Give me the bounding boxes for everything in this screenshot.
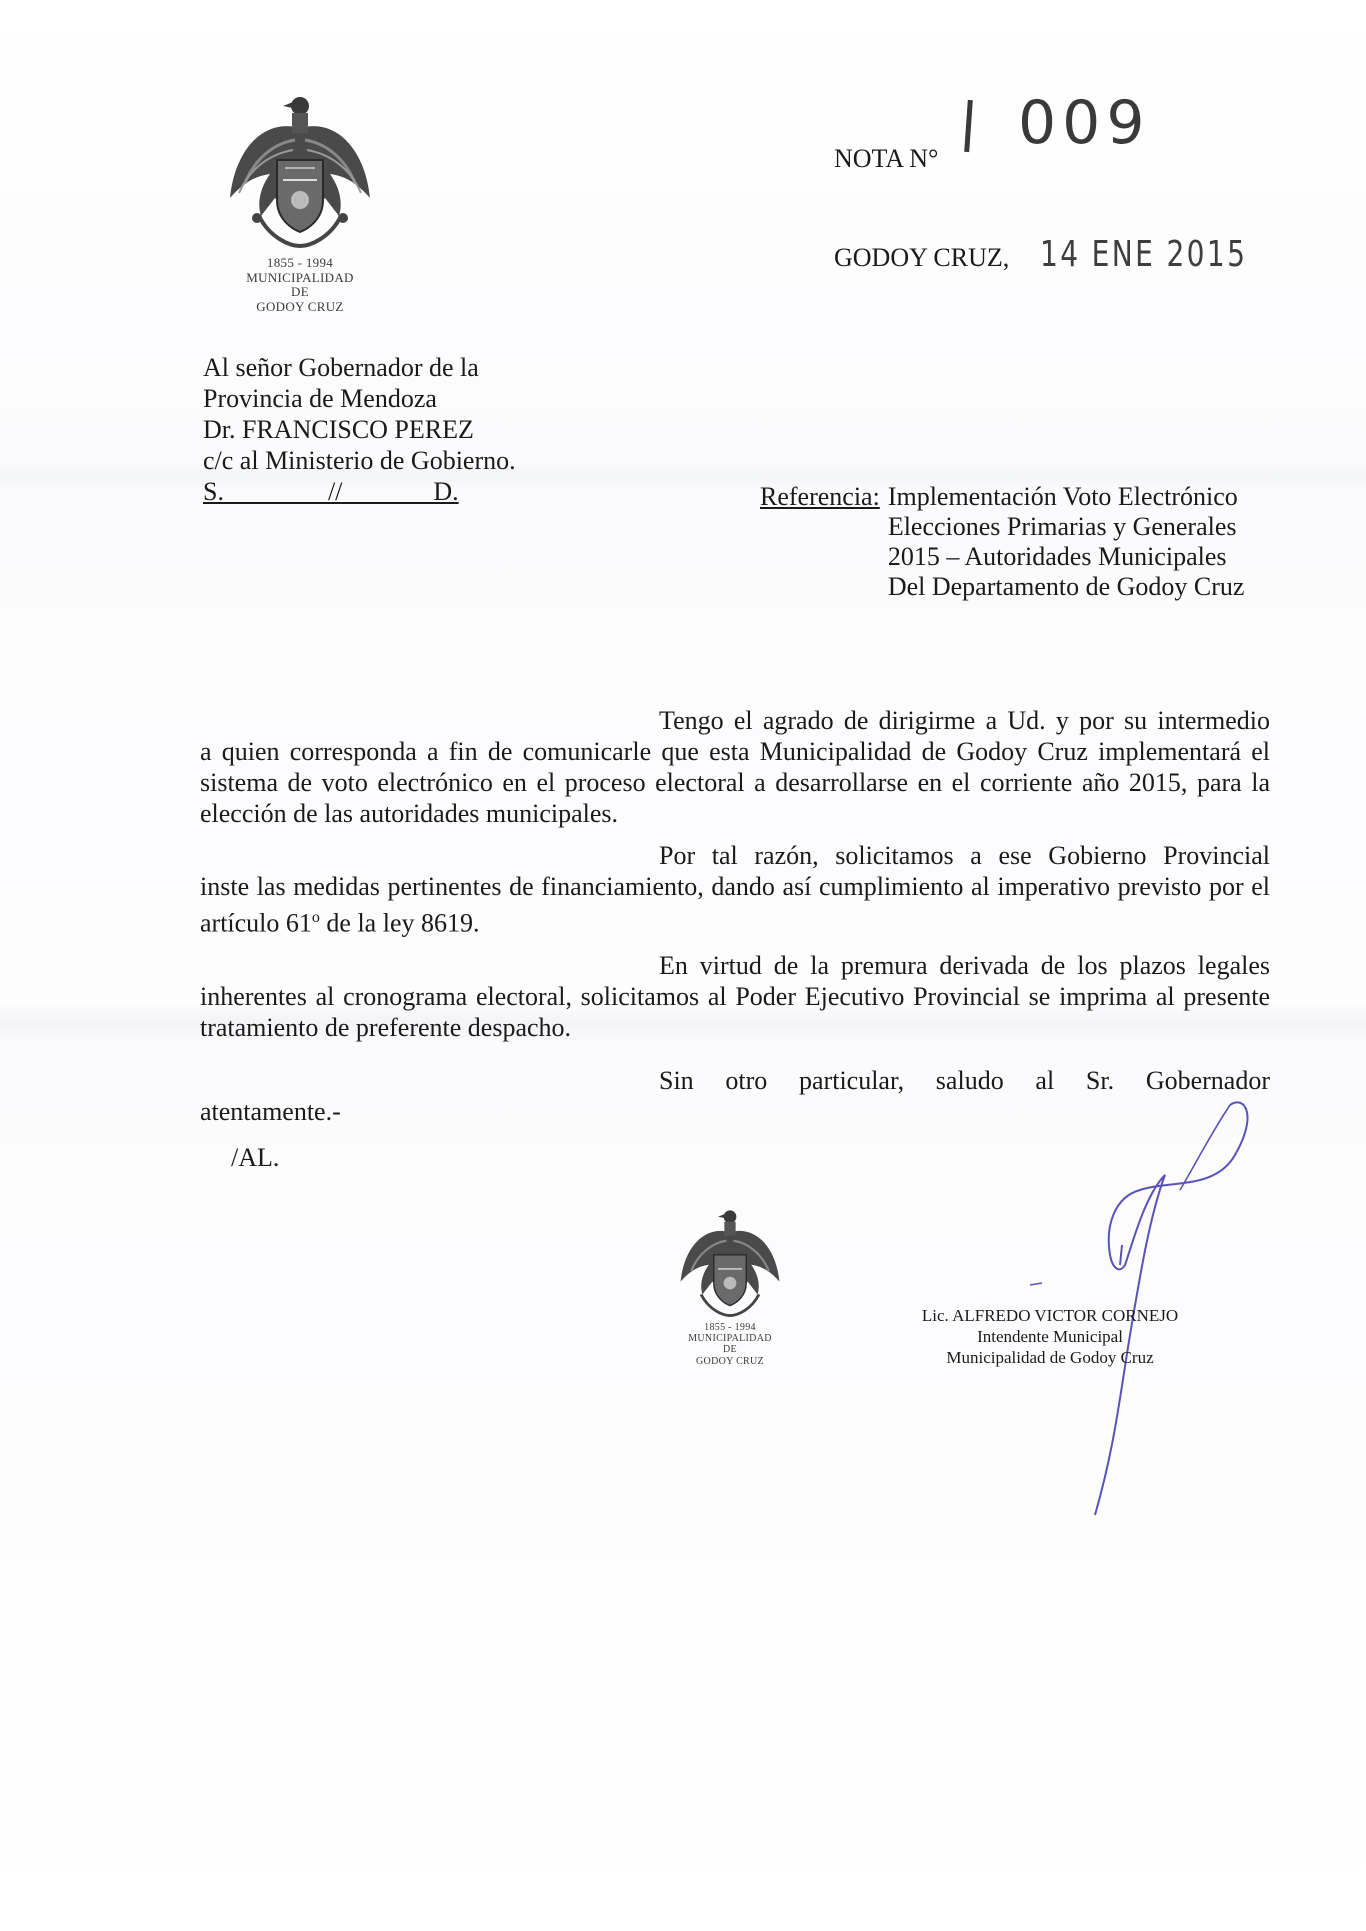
addressee-line: Provincia de Mendoza [203,384,437,413]
place-label: GODOY CRUZ, [834,243,1010,272]
signatory-entity: Municipalidad de Godoy Cruz [946,1348,1154,1367]
reference-block [760,482,1244,602]
crest-emblem-icon [670,1202,790,1326]
addressee-block [203,352,516,507]
date-stamp: 14 ENE 2015 [1040,234,1248,275]
addressee-line: Al señor Gobernador de la [203,353,479,382]
crest-line2: DE [291,284,309,300]
reference-line: 2015 – Autoridades Municipales [887,542,1227,571]
addressee-sd-line: S. // D. [203,477,459,506]
crest-line1: MUNICIPALIDAD [688,1333,772,1345]
crest-years: 1855 - 1994 [266,255,334,270]
nota-stamp-tick [964,100,973,152]
crest-line2: DE [723,1344,737,1356]
paragraph-text-end: de la ley 8619. [319,908,480,938]
reference-line: Elecciones Primarias y Generales [887,512,1237,541]
paragraph-text [200,871,1270,939]
municipal-crest-bottom [665,1202,795,1367]
paragraph-text-part: inste las medidas pertinentes de financiamiento, dando así cumplimiento al imperativo previsto por el artículo 61 [200,872,1270,938]
crest-line1: MUNICIPALIDAD [246,269,354,285]
initials: /AL. [231,1143,280,1172]
signatory-title: Intendente Municipal [977,1327,1123,1346]
paragraph-text: atentamente.- [200,1096,341,1126]
paragraph-2 [200,840,1270,939]
paragraph-3 [200,950,1270,1043]
paragraph-1 [200,705,1270,829]
paragraph-first-line: En virtud de la premura derivada de los plazos legales [659,950,1270,980]
crest-emblem-icon [215,88,385,258]
letter-body [200,705,1270,1138]
addressee-line: c/c al Ministerio de Gobierno. [203,446,516,475]
crest-years: 1855 - 1994 [704,1322,756,1333]
paragraph-text: a quien corresponda a fin de comunicarle que esta Municipalidad de Godoy Cruz implementará el sistema de voto electrónico en el proceso electoral a desarrollarse en el corriente año 2015, para la elección de las autoridades municipales. [200,737,1270,828]
crest-line3: GODOY CRUZ [256,298,344,314]
signature-block [890,1305,1210,1368]
crest-line3: GODOY CRUZ [696,1355,764,1367]
reference-line: Implementación Voto Electrónico [887,482,1238,511]
municipal-crest-top [200,88,400,314]
paragraph-first-line: Sin otro particular, saludo al Sr. Gobernador [659,1065,1270,1095]
paragraph-first-line: Por tal razón, solicitamos a ese Gobierno Provincial [659,841,1270,870]
addressee-line: Dr. FRANCISCO PEREZ [203,415,474,444]
signatory-name: Lic. ALFREDO VICTOR CORNEJO [921,1306,1179,1325]
reference-line: Del Departamento de Godoy Cruz [887,572,1245,601]
nota-number: 009 [1018,88,1151,158]
degree-superscript: o [311,909,320,926]
paragraph-first-line: Tengo el agrado de dirigirme a Ud. y por su intermedio [659,706,1270,735]
nota-label: NOTA N° [834,144,939,173]
paragraph-text: inherentes al cronograma electoral, solicitamos al Poder Ejecutivo Provincial se imprima al presente tratamiento de preferente despacho. [200,981,1270,1042]
reference-label: Referencia: [760,482,880,511]
